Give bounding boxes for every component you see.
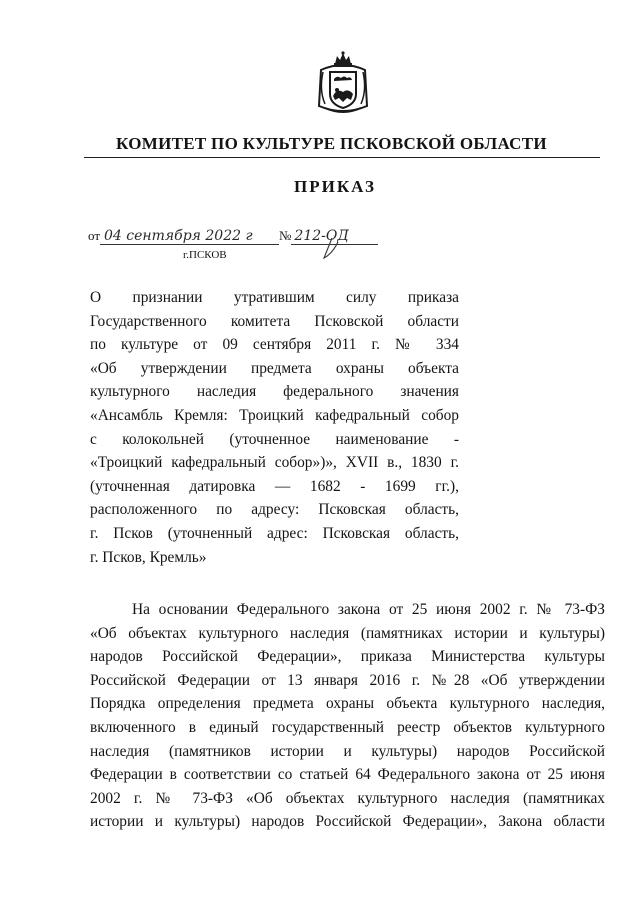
body-line: Порядка определения предмета охраны объекта культурного наследия, (90, 695, 605, 713)
subject-line: Государственного комитета Псковской области (90, 312, 459, 330)
subject-line: г. Псков (уточненный адрес: Псковская область, (90, 524, 459, 542)
document-type-title: ПРИКАЗ (294, 177, 376, 196)
order-number-handwritten: 212-ОД (291, 228, 378, 245)
number-sign: № (279, 228, 292, 243)
committee-name: КОМИТЕТ ПО КУЛЬТУРЕ ПСКОВСКОЙ ОБЛАСТИ (116, 134, 547, 153)
body-line: народов Российской Федерации», приказа Министерства культуры (90, 648, 605, 666)
order-body (90, 598, 605, 834)
pskov-coat-of-arms-icon (315, 50, 371, 116)
subject-line: расположенного по адресу: Псковская область, (90, 501, 459, 519)
subject-line: культурного наследия федерального значения (90, 383, 459, 401)
order-city: г.ПСКОВ (183, 249, 227, 261)
subject-line: (уточненная датировка — 1682 - 1699 гг.), (90, 477, 459, 495)
body-line: «Об объектах культурного наследия (памятниках истории и культуры) (90, 624, 605, 642)
subject-line: с колокольней (уточненное наименование - (90, 430, 459, 448)
order-subject (90, 286, 459, 569)
subject-line: «Ансамбль Кремля: Троицкий кафедральный собор (90, 406, 459, 424)
subject-line: О признании утратившим силу приказа (90, 289, 459, 306)
subject-line: «Об утверждении предмета охраны объекта (90, 359, 459, 377)
subject-line: по культуре от 09 сентября 2011 г. № 334 (90, 336, 459, 354)
body-line: Российской Федерации от 13 января 2016 г. №28 «Об утверждении (90, 671, 605, 689)
subject-line: г. Псков, Кремль» (90, 548, 207, 566)
body-line: истории и культуры) народов Российской Федерации», Закона области (90, 813, 605, 831)
order-date-handwritten: 04 сентября 2022 г (100, 228, 279, 245)
body-line: Федерации в соответствии со статьей 64 Федерального закона от 25 июня (90, 766, 605, 784)
header-divider (84, 157, 600, 158)
body-line: включенного в единый государственный реестр объектов культурного (90, 718, 605, 736)
body-line: наследия (памятников истории и культуры) народов Российской (90, 742, 605, 760)
body-line: На основании Федерального закона от 25 июня 2002 г. № 73-ФЗ (132, 601, 605, 618)
body-line: 2002 г. № 73-ФЗ «Об объектах культурного наследия (памятниках (90, 789, 605, 807)
date-prefix: от (88, 228, 101, 243)
handwritten-stroke-icon (318, 236, 358, 264)
subject-line: «Троицкий кафедральный собор»)», XVII в., 1830 г. (90, 454, 459, 472)
